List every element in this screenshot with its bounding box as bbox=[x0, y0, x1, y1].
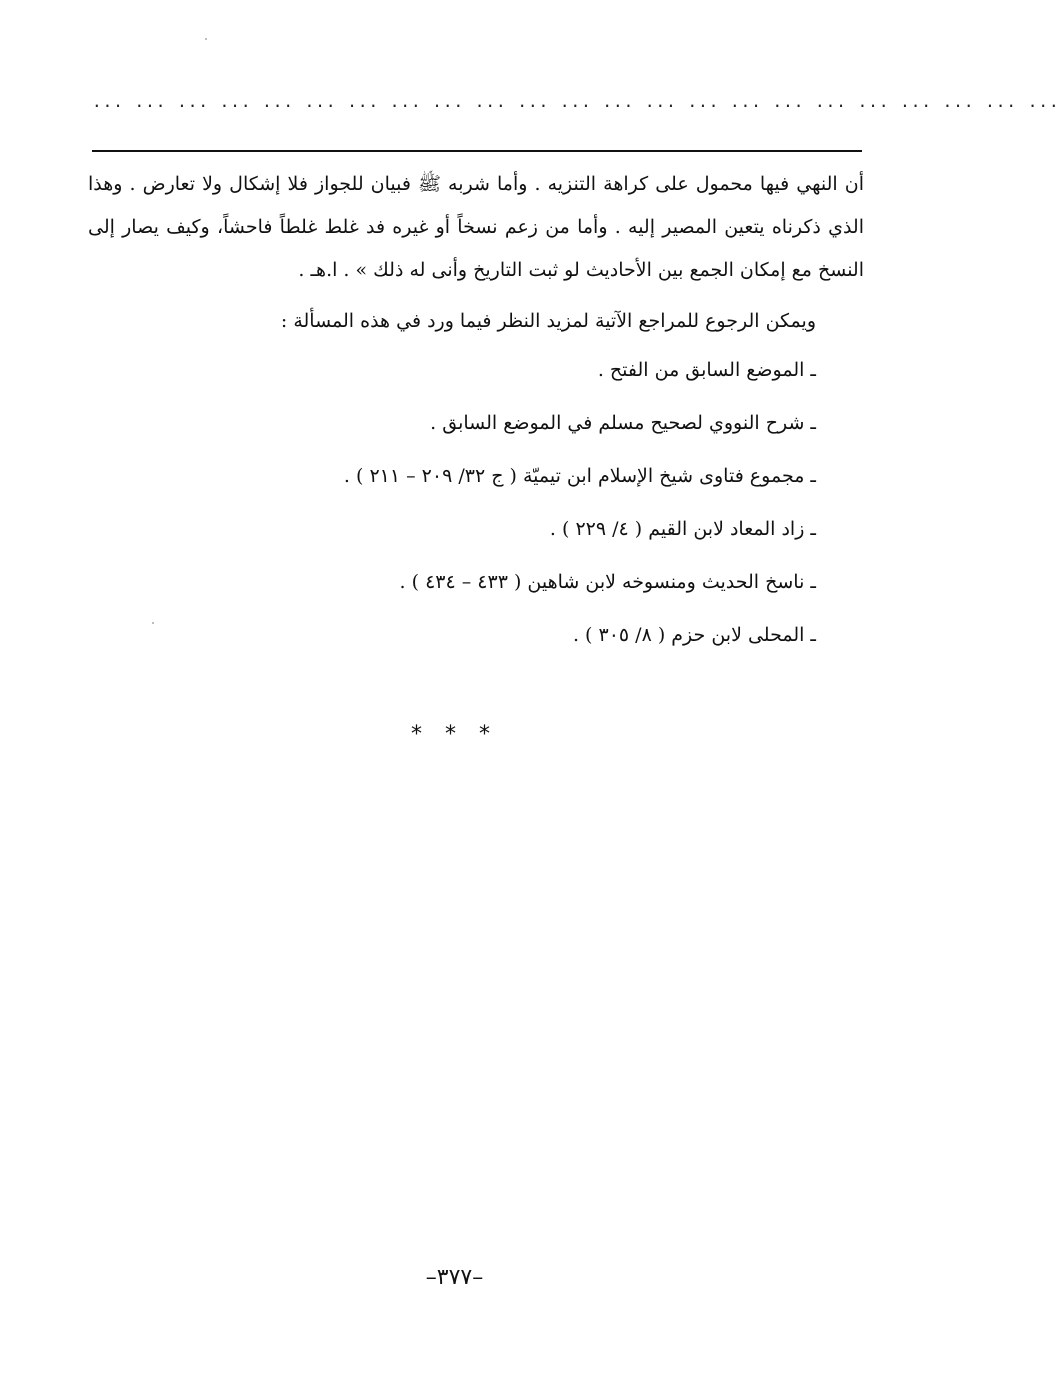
scan-speck bbox=[205, 38, 207, 40]
scan-speck bbox=[152, 622, 154, 624]
reference-item: ـ مجموع فتاوى شيخ الإسلام ابن تيميّة ( ج ٣٢/ ٢٠٩ – ٢١١ ) . bbox=[343, 465, 816, 487]
reference-item: ـ المحلى لابن حزم ( ٨/ ٣٠٥ ) . bbox=[572, 624, 816, 646]
reference-item: ـ ناسخ الحديث ومنسوخه لابن شاهين ( ٤٣٣ – ٤٣٤ ) . bbox=[399, 571, 816, 593]
references-list bbox=[116, 352, 816, 670]
reference-item: ـ شرح النووي لصحيح مسلم في الموضع السابق . bbox=[430, 412, 816, 434]
reference-item: ـ زاد المعاد لابن القيم ( ٤/ ٢٢٩ ) . bbox=[549, 518, 816, 540]
body-paragraph-text: أن النهي فيها محمول على كراهة التنزيه . وأما شربه ﷺ فبيان للجواز فلا إشكال ولا تعارض . وهذا الذي ذكرناه يتعين المصير إليه . وأما من زعم نسخاً أو غيره فد غلط غلطاً فاحشاً، وكيف يصار إلى النسخ مع إمكان الجمع بين الأحاديث لو ثبت التاريخ وأنى له ذلك » . ا.هـ . bbox=[88, 173, 864, 281]
header-dots-separator: ... ... ... ... ... ... ... ... ... ... ... ... ... ... ... ... ... ... ... ... ... ... ... bbox=[92, 92, 1060, 111]
page-number: –٣٧٧– bbox=[425, 1265, 484, 1290]
footnote-rule bbox=[92, 150, 862, 152]
reference-item: ـ الموضع السابق من الفتح . bbox=[597, 359, 816, 381]
body-paragraph bbox=[88, 163, 864, 292]
section-separator-stars: * * * bbox=[411, 722, 498, 747]
references-intro: ويمكن الرجوع للمراجع الآتية لمزيد النظر فيما ورد في هذه المسألة : bbox=[280, 310, 816, 332]
